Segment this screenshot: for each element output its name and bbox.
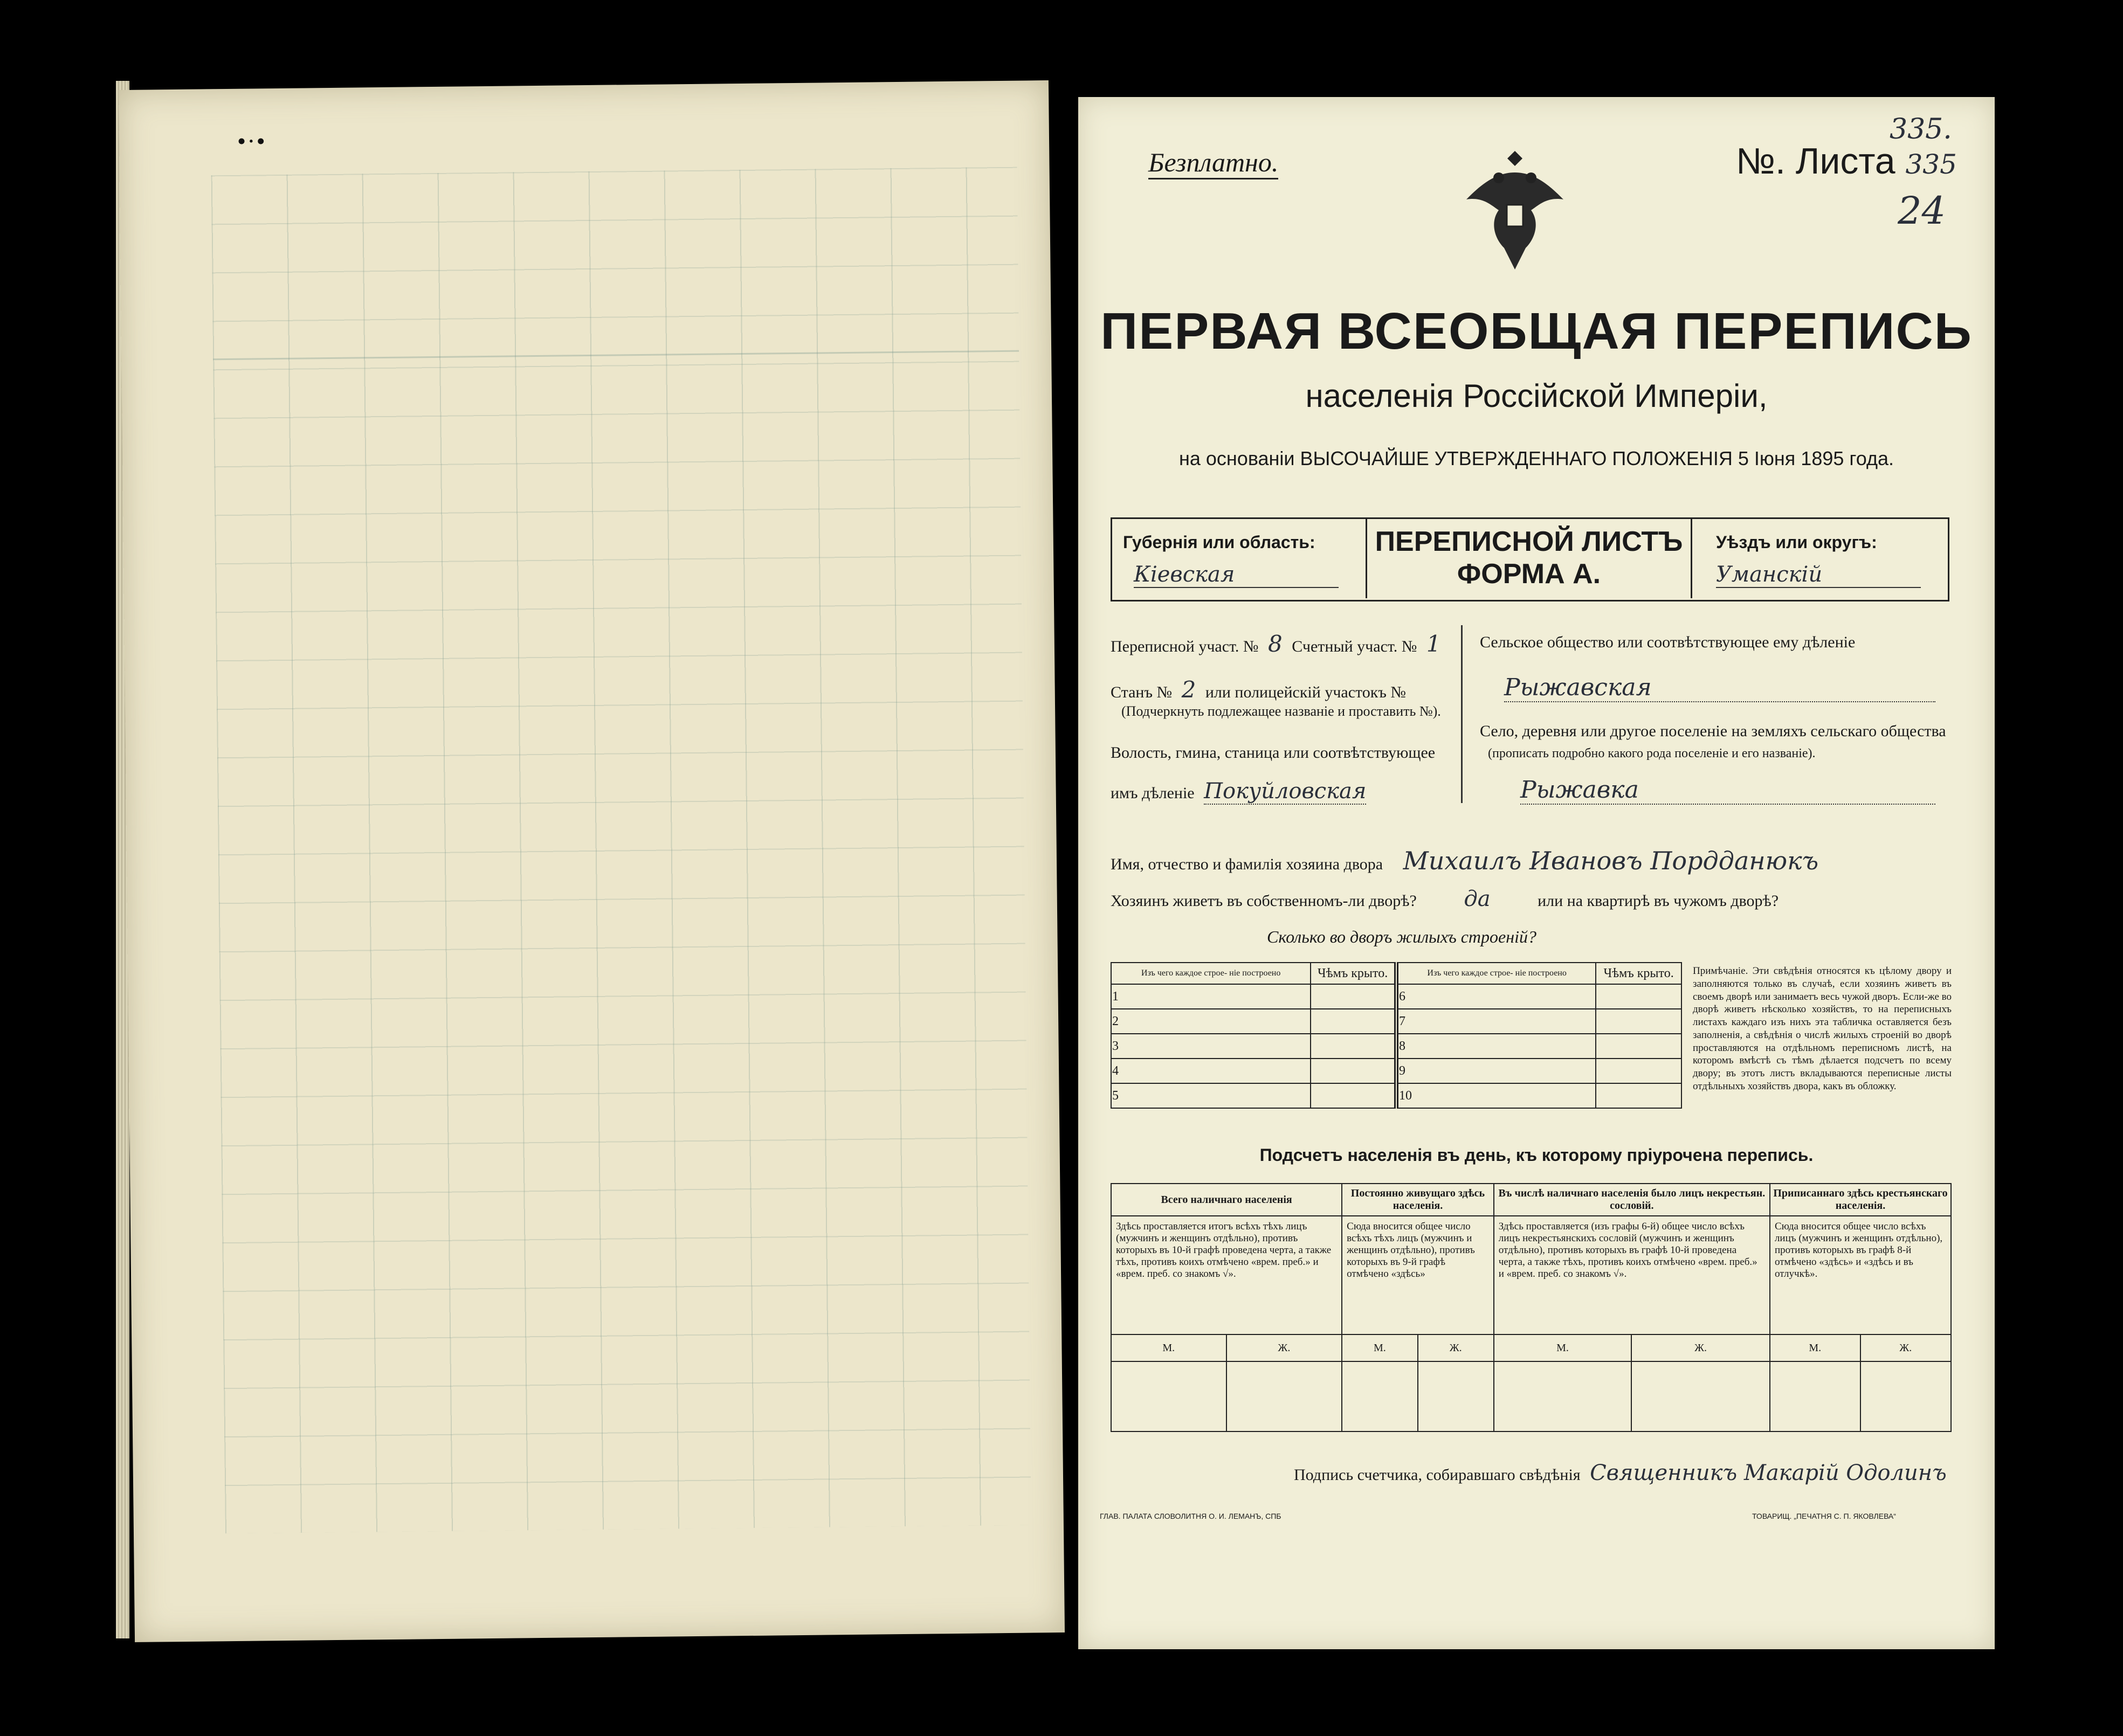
lives-row	[1111, 887, 1779, 911]
population-values-row	[1111, 1361, 1951, 1431]
regulation-line: на основаніи ВЫСОЧАЙШЕ УТВЕРЖДЕННАГО ПОЛОЖЕНІЯ 5 Іюня 1895 года.	[1178, 447, 1894, 469]
village-label: Село, деревня или другое поселеніе на земляхъ сельскаго общества	[1480, 722, 1946, 740]
signature-label: Подпись счетчика, собиравшаго свѣдѣнія	[1294, 1466, 1581, 1484]
cell	[1596, 984, 1681, 1009]
stan-row	[1111, 676, 1406, 703]
population-desc-row	[1111, 1216, 1951, 1334]
population-mf-row	[1111, 1334, 1951, 1361]
count-col-title: Всего наличнаго населенія	[1111, 1184, 1342, 1216]
faded-grid	[211, 167, 1031, 1534]
cell	[1311, 1034, 1396, 1059]
count-col-desc: Сюда вносится общее число всѣхъ лицъ (мужчинъ и женщинъ отдѣльно), противъ которыхъ въ графѣ 8-й отмѣчено «здѣсь» и «здѣсь и въ отлучкѣ».	[1770, 1216, 1951, 1334]
row-number: 1	[1111, 984, 1311, 1009]
table-row	[1111, 1059, 1681, 1083]
form-title-cell	[1366, 517, 1692, 598]
male-header: М.	[1494, 1334, 1631, 1361]
subtitle: населенія Россійской Имперіи,	[1305, 378, 1768, 414]
row-number: 7	[1396, 1009, 1596, 1034]
form-box	[1111, 517, 1949, 601]
form-type: ФОРМА А.	[1457, 558, 1601, 590]
table-row	[1111, 984, 1681, 1009]
owner-row	[1111, 846, 1818, 875]
row-number: 3	[1111, 1034, 1311, 1059]
table-row	[1111, 1083, 1681, 1108]
row-number: 2	[1111, 1009, 1311, 1034]
cell	[1494, 1361, 1631, 1431]
buildings-table	[1111, 962, 1682, 1109]
province-cell	[1112, 519, 1360, 600]
footer-left: ГЛАВ. ПАЛАТА СЛОВОЛИТНЯ О. И. ЛЕМАНЪ, СПБ	[1100, 1512, 1281, 1520]
census-area-value: 8	[1268, 631, 1283, 657]
stan-value: 2	[1181, 676, 1196, 703]
lives-value: да	[1464, 887, 1491, 911]
stan-label: Станъ №	[1111, 683, 1173, 701]
count-col-desc: Сюда вносится общее число всѣхъ тѣхъ лицъ (мужчинъ и женщинъ отдѣльно), противъ которыхъ въ 9-й графѣ отмѣчено «здѣсь»	[1342, 1216, 1494, 1334]
cell	[1311, 1009, 1396, 1034]
village-value: Рыжавка	[1520, 776, 1935, 805]
free-label: Безплатно.	[1148, 147, 1278, 179]
district-cell	[1694, 519, 1942, 600]
female-header: Ж.	[1226, 1334, 1342, 1361]
volost-label2: имъ дѣленіе	[1111, 784, 1195, 802]
cell	[1311, 1059, 1396, 1083]
imperial-eagle-emblem	[1461, 140, 1569, 280]
cell	[1631, 1361, 1770, 1431]
row-number: 6	[1396, 984, 1596, 1009]
volost-row	[1111, 779, 1366, 804]
cell	[1596, 1034, 1681, 1059]
buildings-col2: Чѣмъ крыто.	[1311, 963, 1396, 984]
footer-right: ТОВАРИЩ. „ПЕЧАТНЯ С. П. ЯКОВЛЕВА“	[1752, 1512, 1896, 1520]
sheet-no-top: 335.	[1890, 113, 1952, 146]
row-number: 9	[1396, 1059, 1596, 1083]
cell	[1311, 1083, 1396, 1108]
count-heading: Подсчетъ населенія въ день, къ которому пріурочена перепись.	[1259, 1145, 1814, 1165]
signature-value: Священникъ Макарій Одолинъ	[1590, 1461, 1947, 1485]
male-header: М.	[1342, 1334, 1417, 1361]
lives-label: Хозяинъ живетъ въ собственномъ-ли дворѣ?	[1111, 892, 1417, 910]
cell	[1860, 1361, 1951, 1431]
volost-value: Покуйловская	[1204, 779, 1367, 804]
female-header: Ж.	[1418, 1334, 1494, 1361]
ink-dots: •∙•	[237, 127, 267, 155]
row-number: 8	[1396, 1034, 1596, 1059]
count-col-title: Въ числѣ наличнаго населенія было лицъ некрестьян. сословій.	[1494, 1184, 1770, 1216]
table-row	[1111, 1034, 1681, 1059]
faded-header-row	[211, 167, 1019, 361]
buildings-col4: Чѣмъ крыто.	[1596, 963, 1681, 984]
cell	[1418, 1361, 1494, 1431]
buildings-note: Примѣчаніе. Эти свѣдѣнія относятся къ цѣлому двору и заполняются только въ случаѣ, если хозяинъ живетъ въ своемъ дворѣ или занимаетъ весь чужой дворъ. Если-же во дворѣ живетъ нѣсколько хозяйствъ, то на переписныхъ листахъ каждаго изъ нихъ эта табличка оставляется безъ заполненія, а свѣдѣнія о числѣ жилыхъ строеній во дворѣ проставляются на отдѣльномъ переписномъ листѣ, на которомъ вмѣстѣ съ тѣмъ дѣлается подсчетъ по всему двору; въ этотъ листъ вкладываются переписные листы отдѣльныхъ хозяйствъ двора, какъ въ обложку.	[1693, 965, 1952, 1092]
society-value: Рыжавская	[1504, 674, 1935, 702]
buildings-col3: Изъ чего каждое строе- ніе построено	[1396, 963, 1596, 984]
details-divider	[1461, 625, 1463, 803]
signature-row	[1294, 1461, 1947, 1485]
corner-number: 24	[1898, 189, 1946, 233]
cell	[1311, 984, 1396, 1009]
table-row	[1111, 1009, 1681, 1034]
buildings-header-row	[1111, 963, 1681, 984]
lives-rest: или на квартирѣ въ чужомъ дворѣ?	[1538, 892, 1779, 910]
volost-label: Волость, гмина, станица или соотвѣтствующее	[1111, 744, 1436, 762]
buildings-col1: Изъ чего каждое строе- ніе построено	[1111, 963, 1311, 984]
village-hint: (прописать подробно какого рода поселеніе и его названіе).	[1488, 746, 1816, 760]
buildings-heading: Сколько во дворъ жилыхъ строеній?	[1267, 927, 1536, 946]
count-area-value: 1	[1426, 631, 1441, 657]
cell	[1111, 1361, 1226, 1431]
district-value: Уманскій	[1716, 562, 1921, 588]
population-header-row	[1111, 1184, 1951, 1216]
female-header: Ж.	[1631, 1334, 1770, 1361]
row-number: 10	[1396, 1083, 1596, 1108]
district-label: Уѣздъ или округъ:	[1716, 532, 1877, 552]
cell	[1596, 1059, 1681, 1083]
sheet-no-label-text: №. Листа	[1736, 141, 1895, 182]
owner-label: Имя, отчество и фамилія хозяина двора	[1111, 855, 1383, 873]
province-label: Губернія или область:	[1123, 532, 1315, 552]
owner-value: Михаилъ Ивановъ Пордданюкъ	[1403, 846, 1819, 875]
census-area-row	[1111, 631, 1441, 657]
row-number: 5	[1111, 1083, 1311, 1108]
cell	[1342, 1361, 1417, 1431]
male-header: М.	[1770, 1334, 1860, 1361]
province-value: Кіевская	[1134, 562, 1339, 588]
stan-rest: или полицейскій участокъ №	[1205, 683, 1406, 701]
count-col-title: Постоянно живущаго здѣсь населенія.	[1342, 1184, 1494, 1216]
count-col-title: Приписаннаго здѣсь крестьянскаго населенія.	[1770, 1184, 1951, 1216]
census-sheet-page	[1078, 97, 1995, 1649]
male-header: М.	[1111, 1334, 1226, 1361]
sheet-number-label	[1736, 140, 1957, 182]
sheet-no-value: 335	[1905, 149, 1957, 180]
society-label: Сельское общество или соотвѣтствующее ему дѣленіе	[1480, 633, 1856, 651]
cell	[1770, 1361, 1860, 1431]
stan-hint: (Подчеркнуть подлежащее названіе и проставить №).	[1121, 703, 1441, 719]
count-col-desc: Здѣсь проставляется (изъ графы 6-й) общее число всѣхъ лицъ некрестьянскихъ сословій (мужчинъ и женщинъ отдѣльно), противъ которыхъ въ графѣ 10-й проведена черта, а также тѣхъ, противъ коихъ отмѣчено «врем. преб.» и «врем. преб. со знакомъ √».	[1494, 1216, 1770, 1334]
cell	[1596, 1009, 1681, 1034]
form-title: ПЕРЕПИСНОЙ ЛИСТЪ	[1375, 526, 1683, 557]
left-page	[119, 80, 1065, 1642]
population-table	[1111, 1183, 1952, 1432]
row-number: 4	[1111, 1059, 1311, 1083]
main-title: ПЕРВАЯ ВСЕОБЩАЯ ПЕРЕПИСЬ	[1100, 302, 1973, 360]
cell	[1596, 1083, 1681, 1108]
count-area-label: Счетный участ. №	[1292, 638, 1417, 655]
count-col-desc: Здѣсь проставляется итогъ всѣхъ тѣхъ лицъ (мужчинъ и женщинъ отдѣльно), противъ которыхъ въ 10-й графѣ проведена черта, а также тѣхъ, противъ коихъ отмѣчено «врем. преб.» и «врем. преб. со знакомъ √».	[1111, 1216, 1342, 1334]
female-header: Ж.	[1860, 1334, 1951, 1361]
cell	[1226, 1361, 1342, 1431]
census-area-label: Переписной участ. №	[1111, 638, 1259, 655]
